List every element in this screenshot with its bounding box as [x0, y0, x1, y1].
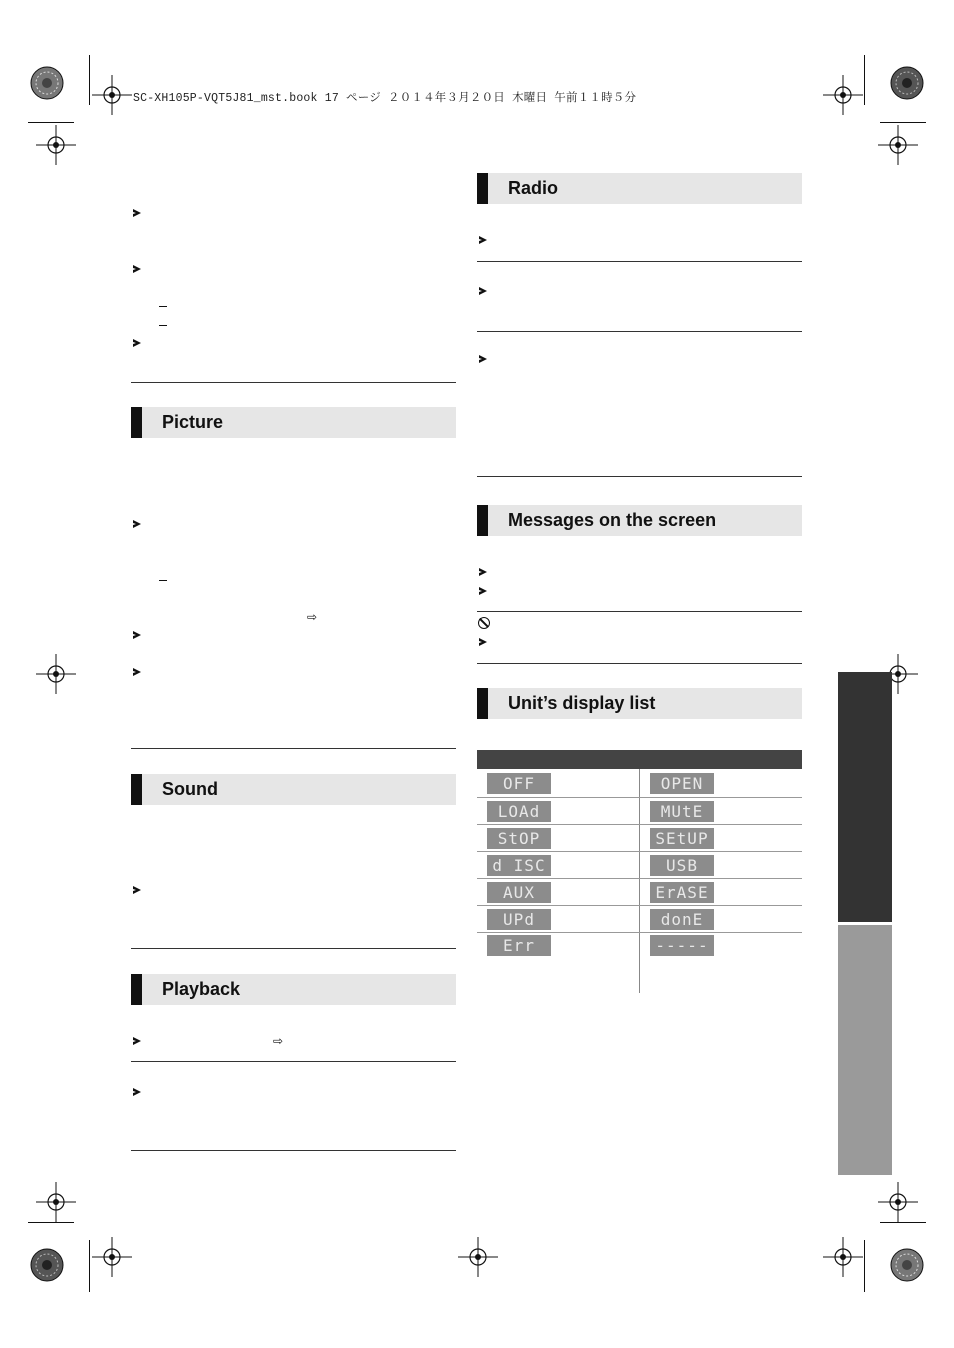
reference-arrow-icon: ⇨: [307, 610, 318, 624]
file-header-line: SC-XH105P-VQT5J81_mst.book 17 ページ ２０１４年３月２０日 木曜日 午前１１時５分: [133, 92, 637, 105]
color-wheel-icon: [30, 1248, 64, 1282]
lcd-display-item: LOAd: [487, 801, 551, 822]
crop-mark: [28, 1222, 74, 1223]
crop-mark: [864, 1240, 865, 1292]
section-header-messages: [477, 505, 802, 536]
reference-arrow-icon: ⇨: [273, 1034, 284, 1048]
section-header-picture: [131, 407, 456, 438]
section-header-radio: [477, 173, 802, 204]
registration-mark-icon: [823, 75, 863, 115]
section-title: Sound: [162, 779, 218, 799]
section-title: Messages on the screen: [508, 510, 717, 530]
triangle-bullet-icon: [133, 265, 141, 273]
triangle-bullet-icon: [133, 668, 141, 676]
dash-mark: [159, 306, 167, 307]
lcd-display-item: UPd: [487, 909, 551, 930]
lcd-display-item: StOP: [487, 828, 551, 849]
section-divider: [131, 748, 456, 749]
color-wheel-icon: [30, 66, 64, 100]
section-divider: [131, 948, 456, 949]
triangle-bullet-icon: [133, 631, 141, 639]
registration-mark-icon: [92, 1237, 132, 1277]
crop-mark: [880, 122, 926, 123]
section-title: Playback: [162, 979, 241, 999]
lcd-display-item: USB: [650, 855, 714, 876]
triangle-bullet-icon: [133, 1088, 141, 1096]
triangle-bullet-icon: [133, 886, 141, 894]
registration-mark-icon: [36, 654, 76, 694]
triangle-bullet-icon: [479, 638, 487, 646]
registration-mark-icon: [823, 1237, 863, 1277]
side-tab-light: [838, 925, 892, 1175]
registration-mark-icon: [878, 1182, 918, 1222]
triangle-bullet-icon: [479, 236, 487, 244]
crop-mark: [89, 55, 90, 105]
color-wheel-icon: [890, 1248, 924, 1282]
display-table-divider: [639, 769, 640, 993]
lcd-display-item: Err: [487, 935, 551, 956]
section-divider: [131, 1061, 456, 1062]
section-title: Picture: [162, 412, 224, 432]
triangle-bullet-icon: [133, 1037, 141, 1045]
section-title: Unit’s display list: [508, 693, 656, 713]
lcd-display-item: -----: [650, 935, 714, 956]
registration-mark-icon: [36, 1182, 76, 1222]
section-divider: [477, 331, 802, 332]
triangle-bullet-icon: [479, 355, 487, 363]
section-divider: [131, 1150, 456, 1151]
section-divider: [477, 476, 802, 477]
triangle-bullet-icon: [479, 287, 487, 295]
section-divider: [477, 261, 802, 262]
crop-mark: [864, 55, 865, 105]
lcd-display-item: MUtE: [650, 801, 714, 822]
prohibited-icon: [478, 617, 490, 629]
crop-mark: [28, 122, 74, 123]
registration-mark-icon: [36, 125, 76, 165]
registration-mark-icon: [458, 1237, 498, 1277]
registration-mark-icon: [878, 125, 918, 165]
side-tab-dark: [838, 672, 892, 922]
dash-mark: [159, 325, 167, 326]
lcd-display-item: ErASE: [650, 882, 714, 903]
triangle-bullet-icon: [133, 209, 141, 217]
triangle-bullet-icon: [133, 520, 141, 528]
lcd-display-item: d ISC: [487, 855, 551, 876]
triangle-bullet-icon: [479, 568, 487, 576]
section-header-sound: [131, 774, 456, 805]
triangle-bullet-icon: [479, 587, 487, 595]
lcd-display-item: SEtUP: [650, 828, 714, 849]
section-divider: [477, 611, 802, 612]
display-table-header: [477, 750, 802, 769]
registration-mark-icon: [92, 75, 132, 115]
crop-mark: [89, 1240, 90, 1292]
triangle-bullet-icon: [133, 339, 141, 347]
dash-mark: [159, 580, 167, 581]
section-title: Radio: [508, 178, 559, 198]
lcd-display-item: donE: [650, 909, 714, 930]
section-header-display-list: [477, 688, 802, 719]
lcd-display-item: OFF: [487, 773, 551, 794]
color-wheel-icon: [890, 66, 924, 100]
lcd-display-item: OPEN: [650, 773, 714, 794]
crop-mark: [880, 1222, 926, 1223]
section-header-playback: [131, 974, 456, 1005]
section-divider: [131, 382, 456, 383]
lcd-display-item: AUX: [487, 882, 551, 903]
section-divider: [477, 663, 802, 664]
